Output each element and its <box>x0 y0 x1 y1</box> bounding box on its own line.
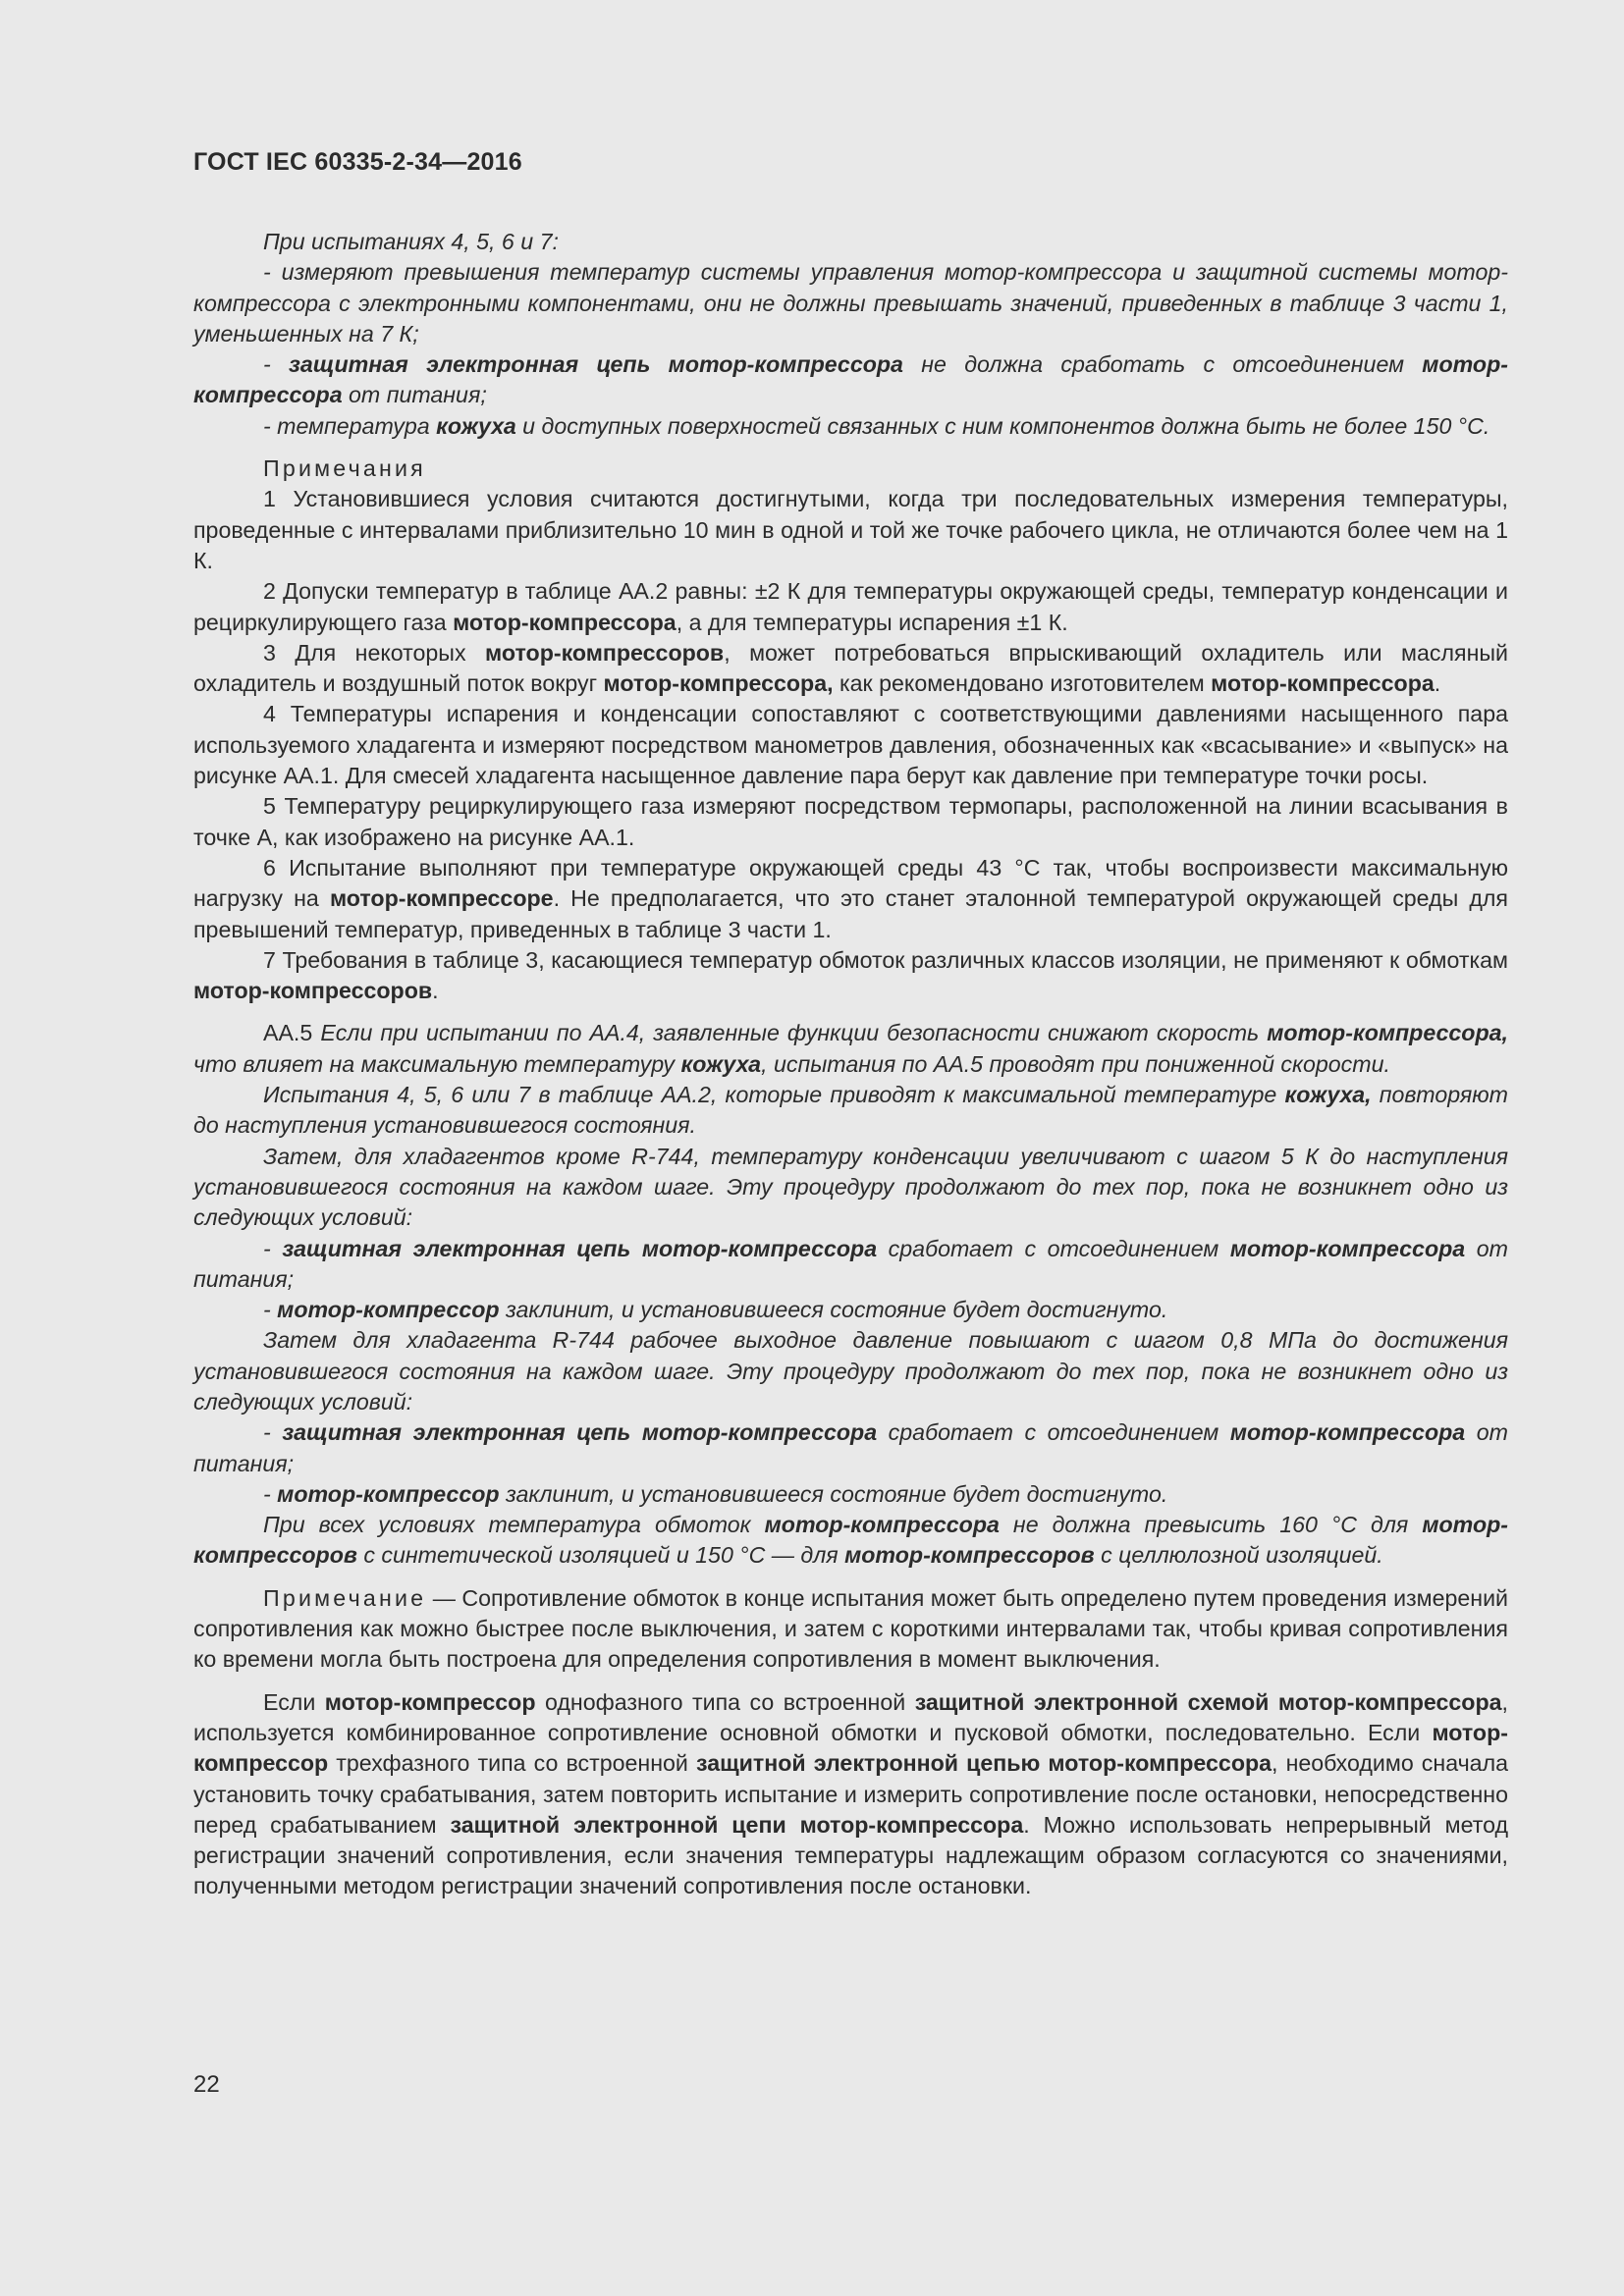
paragraph-p12 <box>193 945 1508 1007</box>
text-run: При всех условиях температура обмоток <box>263 1512 765 1538</box>
paragraph-p17 <box>193 1295 1508 1325</box>
paragraph-p01 <box>193 227 1508 257</box>
paragraph-p11 <box>193 853 1508 945</box>
text-run: 5 Температуру рециркулирующего газа измеряют посредством термопары, расположенной на линии всасывания в точке А, как изображено на рисунке АА.1. <box>193 793 1508 850</box>
paragraph-p21 <box>193 1510 1508 1572</box>
text-run: кожуха, <box>1284 1082 1372 1108</box>
text-run: от питания; <box>193 1235 1508 1292</box>
text-run: 1 Установившиеся условия считаются достигнутыми, когда три последовательных измерения температуры, проведенные с интервалами приблизительно 10 мин в одной и той же точке рабочего цикла, не отличаются более чем на 1 К. <box>193 486 1508 573</box>
text-run: мотор-компрессор <box>193 1719 1508 1777</box>
text-run: мотор-компрессора <box>764 1512 1000 1538</box>
text-run: мотор-компрессора <box>1229 1235 1466 1261</box>
text-run: от питания; <box>342 382 487 408</box>
text-run: заклинит, и установившееся состояние будет достигнуто. <box>499 1480 1168 1507</box>
text-run: как рекомендовано изготовителем <box>833 670 1212 697</box>
paragraph-p23 <box>193 1687 1508 1902</box>
text-run: защитной электронной схемой мотор-компрессора <box>914 1688 1502 1715</box>
text-run: 3 Для некоторых <box>263 639 486 666</box>
document-header: ГОСТ IEC 60335-2-34—2016 <box>193 148 522 176</box>
text-run: Если <box>263 1688 325 1715</box>
paragraph-p15 <box>193 1142 1508 1234</box>
paragraph-p10 <box>193 791 1508 853</box>
text-run: мотор-компрессоров <box>485 639 725 666</box>
text-run: с синтетической изоляцией и 150 °С — для <box>356 1542 845 1569</box>
text-run: Затем, для хладагентов кроме R-744, температуру конденсации увеличивают с шагом 5 К до наступления установившегося состояния на каждом шаге. Эту процедуру продолжают до тех пор, пока не возникнет одно из следующих условий: <box>193 1143 1508 1231</box>
paragraph-p06 <box>193 484 1508 576</box>
text-run: с целлюлозной изоляцией. <box>1094 1542 1383 1569</box>
text-run: — Сопротивление обмоток в конце испытания может быть определено путем проведения измерений сопротивления как можно быстрее после выключения, и затем с короткими интервалами так, чтобы кривая сопротивления ко времени могла быть построена для определения сопротивления в момент выключения. <box>193 1584 1508 1673</box>
text-run: мотор-компрессоров <box>844 1542 1095 1569</box>
text-run: Испытания 4, 5, 6 или 7 в таблице АА.2, которые приводят к максимальной температуре <box>263 1082 1285 1108</box>
text-run: , используется комбинированное сопротивление основной обмотки и пусковой обмотки, последовательно. Если <box>193 1688 1508 1745</box>
text-run: . <box>432 978 439 1004</box>
text-run: 2 Допуски температур в таблице АА.2 равны: ±2 К для температуры окружающей среды, температур конденсации и рециркулирующего газа <box>193 578 1508 635</box>
paragraph-p14 <box>193 1080 1508 1142</box>
text-run: - измеряют превышения температур системы управления мотор-компрессора и защитной системы мотор-компрессора с электронными компонентами, они не должны превышать значений, приведенных в таблице 3 части 1, уменьшенных на 7 К; <box>193 259 1508 347</box>
text-run: что влияет на максимальную температуру <box>193 1050 681 1077</box>
paragraph-p05 <box>193 454 1508 484</box>
text-run: мотор-компрессор <box>277 1297 500 1323</box>
text-run: мотор-компрессоре <box>329 885 554 912</box>
text-run: Затем для хладагента R-744 рабочее выходное давление повышают с шагом 0,8 МПа до достижения установившегося состояния на каждом шаге. Эту процедуру продолжают до тех пор, пока не возникнет одно из следующих условий: <box>193 1327 1508 1415</box>
document-body <box>193 227 1508 1902</box>
paragraph-p08 <box>193 638 1508 700</box>
text-run: 7 Требования в таблице 3, касающиеся температур обмоток различных классов изоляции, не применяют к обмоткам <box>263 946 1508 973</box>
text-run: защитная электронная цепь мотор-компрессора <box>289 351 903 378</box>
paragraph-p02 <box>193 257 1508 349</box>
text-run: . Можно использовать непрерывный метод регистрации значений сопротивления, если значения температуры надлежащим образом согласуются со значениями, полученными методом регистрации значений сопротивления после остановки. <box>193 1811 1508 1899</box>
paragraph-p09 <box>193 699 1508 791</box>
text-run: и доступных поверхностей связанных с ним компонентов должна быть не более 150 °С. <box>515 412 1490 439</box>
text-run: - температура <box>263 412 437 439</box>
paragraph-p16 <box>193 1234 1508 1296</box>
paragraph-p18 <box>193 1325 1508 1417</box>
text-run: . <box>1434 670 1441 697</box>
text-run: Примечания <box>263 455 426 482</box>
text-run: - <box>263 1297 278 1323</box>
text-run: кожуха <box>680 1050 762 1077</box>
text-run: мотор-компрессор <box>277 1480 500 1507</box>
text-run: сработает с отсоединением <box>877 1419 1230 1446</box>
text-run: мотор-компрессор <box>324 1688 536 1715</box>
text-run: трехфазного типа со встроенной <box>328 1750 696 1777</box>
paragraph-p03 <box>193 349 1508 411</box>
text-run: - <box>263 1235 283 1261</box>
paragraph-p04 <box>193 411 1508 442</box>
text-run: , может потребоваться впрыскивающий охладитель или масляный охладитель и воздушный поток вокруг <box>193 639 1508 697</box>
text-run: - <box>263 1480 278 1507</box>
paragraph-p07 <box>193 576 1508 638</box>
text-run: защитная электронная цепь мотор-компрессора <box>282 1419 878 1446</box>
text-run: не должна превысить 160 °С для <box>999 1512 1423 1538</box>
paragraph-p22 <box>193 1583 1508 1676</box>
text-run: , а для температуры испарения ±1 К. <box>676 609 1068 635</box>
text-run: мотор-компрессоров <box>193 978 433 1004</box>
text-run: 4 Температуры испарения и конденсации сопоставляют с соответствующими давлениями насыщенного пара используемого хладагента и измеряют посредством манометров давления, обозначенных как «всасывание» и «выпуск» на рисунке АА.1. Для смесей хладагента насыщенное давление пара берут как давление при температуре точки росы. <box>193 701 1508 789</box>
text-run: однофазного типа со встроенной <box>535 1688 915 1715</box>
paragraph-p20 <box>193 1479 1508 1510</box>
text-run: Примечание <box>263 1584 427 1611</box>
text-run: сработает с отсоединением <box>877 1235 1230 1261</box>
paragraph-p13 <box>193 1018 1508 1080</box>
text-run: Если при испытании по АА.4, заявленные функции безопасности снижают скорость <box>320 1020 1268 1046</box>
text-run: от питания; <box>193 1419 1508 1476</box>
text-run: 6 Испытание выполняют при температуре окружающей среды 43 °С так, чтобы воспроизвести максимальную нагрузку на <box>193 854 1508 912</box>
text-run: , необходимо сначала установить точку срабатывания, затем повторить испытание и измерить сопротивление после остановки, непосредственно перед срабатыванием <box>193 1750 1508 1838</box>
text-run: При испытаниях 4, 5, 6 и 7: <box>263 229 559 254</box>
text-run: мотор-компрессора, <box>603 670 834 697</box>
text-run: мотор-компрессора <box>193 351 1508 408</box>
text-run: мотор-компрессора <box>1229 1419 1466 1446</box>
text-run: защитной электронной цепи мотор-компрессора <box>450 1811 1024 1838</box>
text-run: АА.5 <box>263 1020 321 1046</box>
paragraph-p19 <box>193 1417 1508 1479</box>
text-run: защитная электронная цепь мотор-компрессора <box>282 1235 878 1261</box>
text-run: , испытания по АА.5 проводят при пониженной скорости. <box>761 1050 1390 1077</box>
text-run: не должна сработать с отсоединением <box>902 351 1423 378</box>
text-run: . Не предполагается, что это станет эталонной температурой окружающей среды для превышений температур, приведенных в таблице 3 части 1. <box>193 885 1508 942</box>
text-run: мотор-компрессора <box>453 609 677 635</box>
text-run: кожуха <box>436 412 516 439</box>
text-run: - <box>263 351 290 378</box>
text-run: - <box>263 1419 283 1446</box>
text-run: мотор-компрессоров <box>193 1512 1508 1569</box>
text-run: повторяют до наступления установившегося состояния. <box>193 1082 1508 1139</box>
text-run: заклинит, и установившееся состояние будет достигнуто. <box>499 1297 1168 1323</box>
text-run: защитной электронной цепью мотор-компрессора <box>695 1750 1272 1777</box>
text-run: мотор-компрессора <box>1211 670 1435 697</box>
page-number: 22 <box>193 2071 220 2098</box>
text-run: мотор-компрессора, <box>1267 1020 1508 1046</box>
